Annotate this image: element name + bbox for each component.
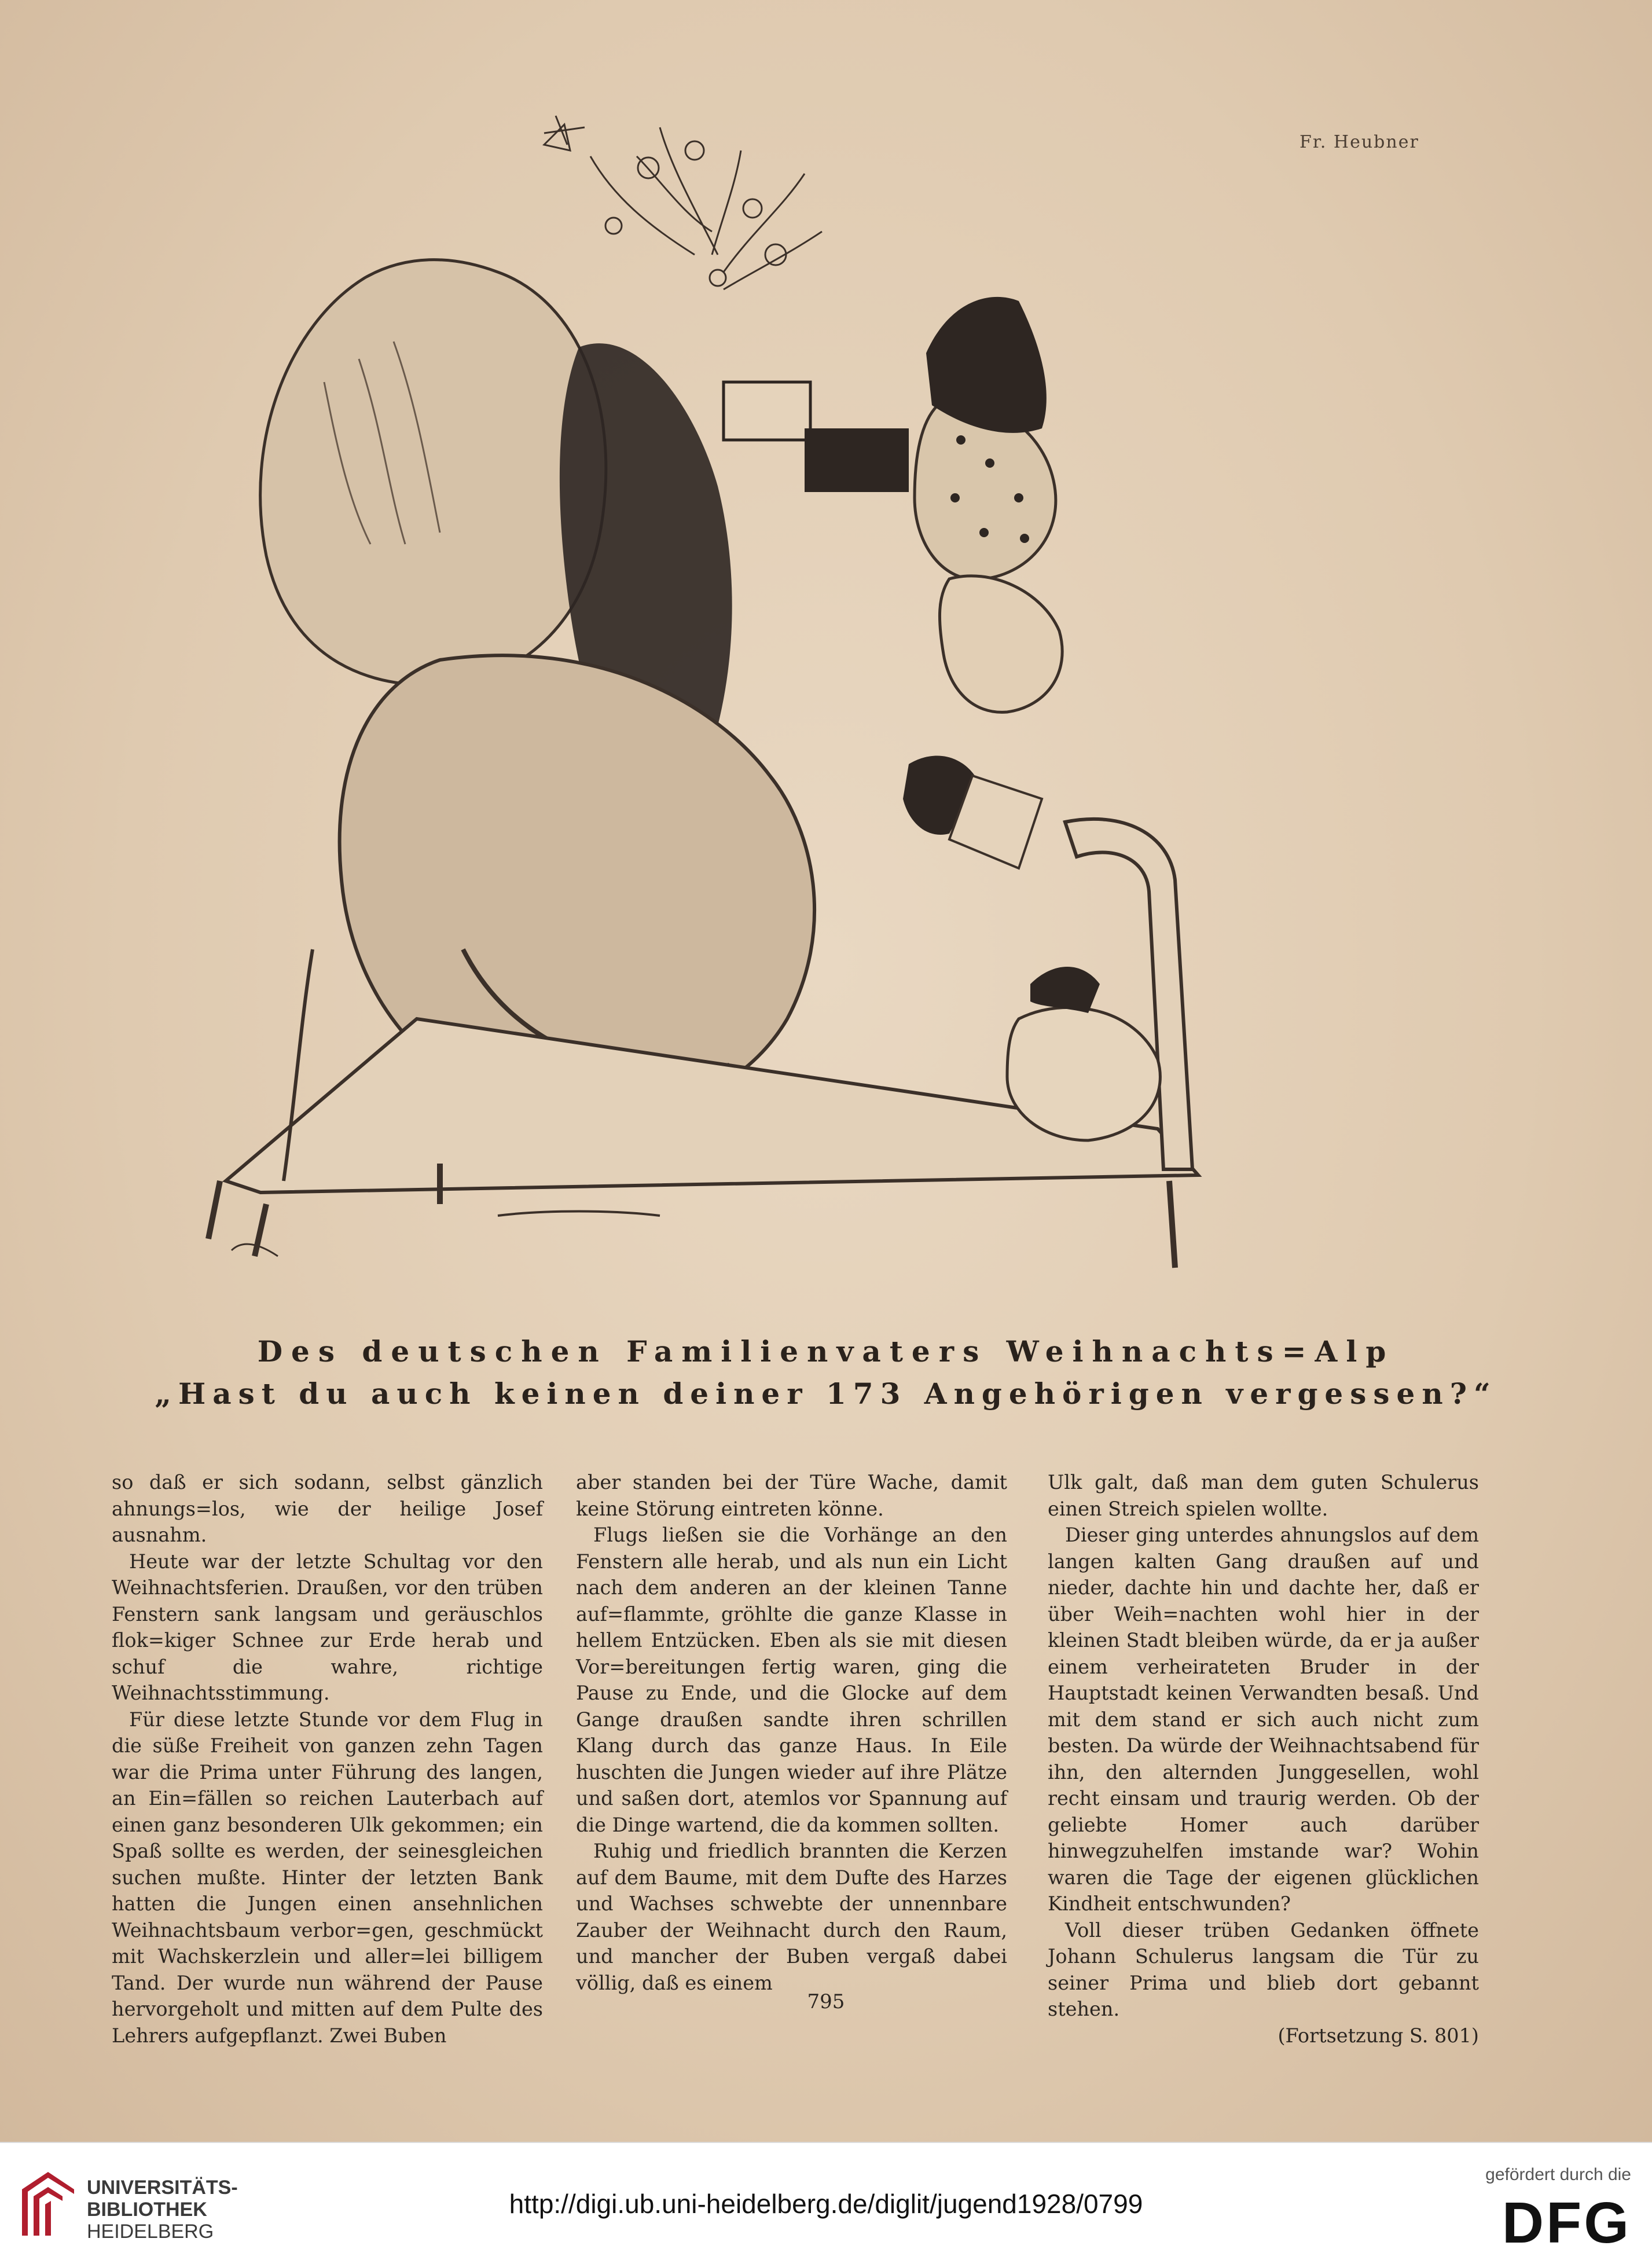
text-column-3 xyxy=(1048,1469,1479,2049)
library-name: UNIVERSITÄTS- BIBLIOTHEK HEIDELBERG xyxy=(87,2177,238,2243)
caption-quote: „Hast du auch keinen deiner 173 Angehörigen vergessen?“ xyxy=(155,1377,1497,1411)
dfg-logo: DFG xyxy=(1502,2190,1631,2255)
paragraph: Für diese letzte Stunde vor dem Flug in die süße Freiheit von ganzen zehn Tagen war die Prima unter Führung des langen, an Ein=fällen so reichen Lauterbach auf einen ganz besonderen Ulk gekommen; ein Spaß sollte es werden, der seinesgleichen suchen mußte. Hinter der letzten Bank hatten die Jungen einen ansehnlichen Weihnachtsbaum verbor=gen, geschmückt mit Wachskerzlein und aller=lei billigem Tand. Der wurde nun während der Pause hervorgeholt und mitten auf dem Pulte des Lehrers aufgepflanzt. Zwei Buben xyxy=(112,1708,543,2047)
page-url-link[interactable]: http://digi.ub.uni-heidelberg.de/diglit/jugend1928/0799 xyxy=(509,2189,1143,2219)
paragraph: Ruhig und friedlich brannten die Kerzen auf dem Baume, mit dem Dufte des Harzes und Wachses schwebte der unnennbare Zauber der Weihnacht durch den Raum, und mancher der Buben vergaß dabei völlig, daß es einem xyxy=(576,1840,1007,1994)
paragraph: Flugs ließen sie die Vorhänge an den Fenstern alle herab, und als nun ein Licht nach dem anderen an der kleinen Tanne auf=flammte, gröhlte die ganze Klasse in hellem Entzücken. Eben als sie mit diesen Vor=bereitungen fertig waren, ging die Pause zu Ende, und die Glocke auf dem Gange draußen sandte ihren schrillen Klang durch das ganze Haus. In Eile huschten die Jungen wieder auf ihre Plätze und saßen dort, atemlos vor Spannung auf die Dinge wartend, die da kommen sollten. xyxy=(576,1524,1007,1836)
paragraph: Voll dieser trüben Gedanken öffnete Johann Schulerus langsam die Tür zu seiner Prima und blieb dort gebannt stehen. xyxy=(1048,1918,1479,2020)
paragraph: Heute war der letzte Schultag vor den Weihnachtsferien. Draußen, vor den trüben Fenstern sank langsam und geräuschlos flok=kiger Schnee zur Erde herab und schuf die wahre, richtige Weihnachtsstimmung. xyxy=(112,1550,543,1704)
text-column-2 xyxy=(576,1469,1007,1996)
illustration-santa-on-bed xyxy=(139,81,1517,1331)
continuation-note: (Fortsetzung S. 801) xyxy=(1277,2024,1479,2047)
viewer-footer xyxy=(0,2142,1652,2264)
paragraph: Ulk galt, daß man dem guten Schulerus einen Streich spielen wollte. xyxy=(1048,1471,1479,1520)
text-column-1 xyxy=(112,1469,543,2049)
artist-signature: Fr. Heubner xyxy=(1299,132,1419,152)
caption-title: Des deutschen Familienvaters Weihnachts=Alp xyxy=(257,1334,1395,1368)
paragraph: Dieser ging unterdes ahnungslos auf dem langen kalten Gang draußen auf und nieder, dachte hin und dachte her, daß er über Weih=nachten wohl hier in der kleinen Stadt bleiben würde, da er ja außer einem verheirateten Bruder in der Hauptstadt keinen Verwandten besaß. Und mit dem stand er sich auch nicht zum besten. Da würde der Weihnachtsabend für ihn, den alternden Junggesellen, wohl recht einsam und traurig werden. Ob der geliebte Homer auch darüber hinwegzuhelfen imstande war? Wohin waren die Tage der eigenen glücklichen Kindheit entschwunden? xyxy=(1048,1524,1479,1915)
paragraph: so daß er sich sodann, selbst gänzlich ahnungs=los, wie der heilige Josef ausnahm. xyxy=(112,1471,543,1546)
funded-by-label: gefördert durch die xyxy=(1485,2165,1631,2184)
paragraph: aber standen bei der Türe Wache, damit keine Störung eintreten könne. xyxy=(576,1471,1007,1520)
page-number: 795 xyxy=(807,1990,845,2013)
